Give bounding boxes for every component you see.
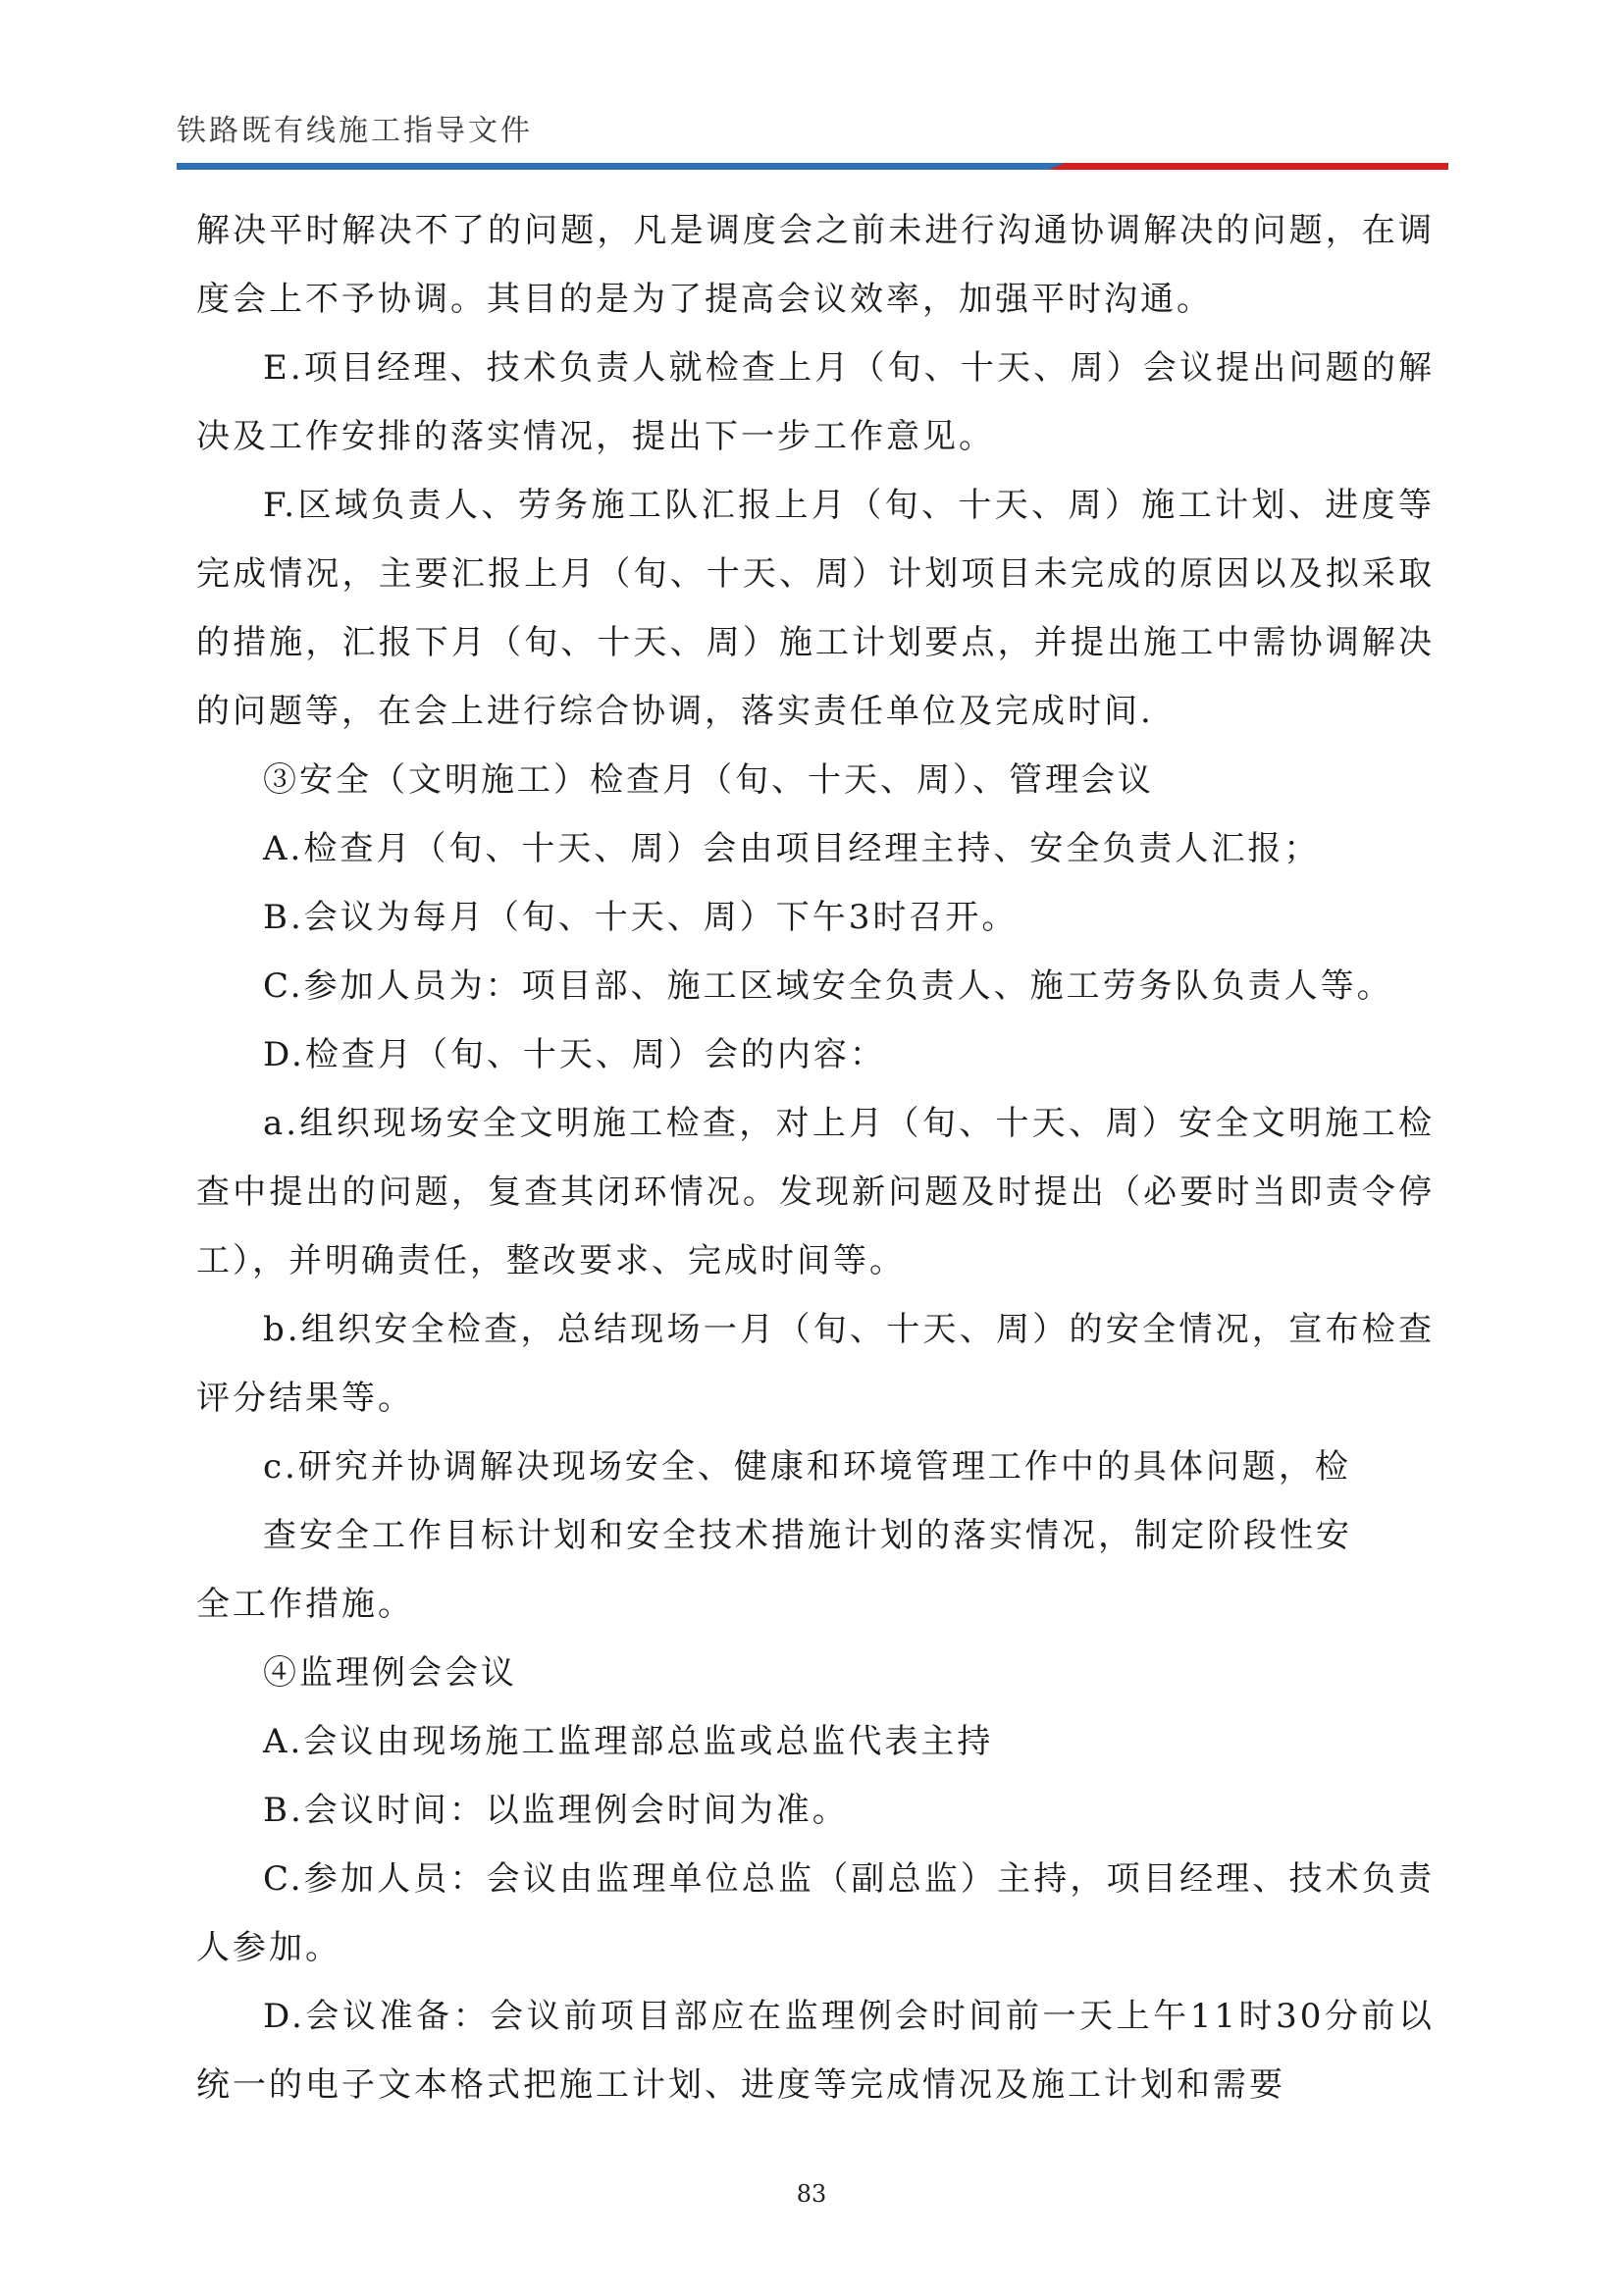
body-paragraph: ③安全（文明施工）检查月（旬、十天、周）、管理会议 [263, 760, 1154, 800]
body-paragraph: B.会议时间：以监理例会时间为准。 [263, 1791, 849, 1830]
header-rule-blue [177, 163, 1065, 170]
body-paragraph: F.区域负责人、劳务施工队汇报上月（旬、十天、周）施工计划、进度等完成情况，主要汇报上月（旬、十天、周）计划项目未完成的原因以及拟采取的措施，汇报下月（旬、十天、周）施工计划要点，并提出施工中需协调解决的问题等，在会上进行综合协调，落实责任单位及完成时间. [196, 486, 1435, 731]
body-paragraph: ④监理例会会议 [263, 1653, 517, 1693]
body-paragraph: c.研究并协调解决现场安全、健康和环境管理工作中的具体问题，检 [263, 1447, 1351, 1487]
page-number: 83 [796, 2180, 827, 2208]
body-paragraph: D.会议准备：会议前项目部应在监理例会时间前一天上午11时30分前以统一的电子文本格式把施工计划、进度等完成情况及施工计划和需要 [196, 1997, 1435, 2105]
document-body [196, 196, 1435, 2119]
body-paragraph: A.会议由现场施工监理部总监或总监代表主持 [263, 1722, 994, 1761]
body-paragraph: C.参加人员：会议由监理单位总监（副总监）主持，项目经理、技术负责人参加。 [196, 1859, 1435, 1967]
body-paragraph: E.项目经理、技术负责人就检查上月（旬、十天、周）会议提出问题的解决及工作安排的落实情况，提出下一步工作意见。 [196, 348, 1435, 456]
body-paragraph: b.组织安全检查，总结现场一月（旬、十天、周）的安全情况，宣布检查评分结果等。 [196, 1310, 1435, 1418]
body-paragraph: D.检查月（旬、十天、周）会的内容： [263, 1035, 886, 1074]
running-header-title: 铁路既有线施工指导文件 [177, 114, 533, 148]
body-paragraph: a.组织现场安全文明施工检查，对上月（旬、十天、周）安全文明施工检查中提出的问题，复查其闭环情况。发现新问题及时提出（必要时当即责令停工），并明确责任，整改要求、完成时间等。 [196, 1104, 1435, 1280]
body-paragraph: 全工作措施。 [196, 1585, 414, 1624]
body-paragraph: 查安全工作目标计划和安全技术措施计划的落实情况，制定阶段性安 [263, 1516, 1352, 1555]
body-paragraph: A.检查月（旬、十天、周）会由项目经理主持、安全负责人汇报； [263, 829, 1321, 868]
header-rule-red [1048, 163, 1448, 170]
body-paragraph: C.参加人员为：项目部、施工区域安全负责人、施工劳务队负责人等。 [263, 966, 1393, 1006]
body-paragraph: B.会议为每月（旬、十天、周）下午3时召开。 [263, 898, 1019, 937]
body-paragraph: 解决平时解决不了的问题，凡是调度会之前未进行沟通协调解决的问题，在调度会上不予协调。其目的是为了提高会议效率，加强平时沟通。 [196, 211, 1435, 319]
